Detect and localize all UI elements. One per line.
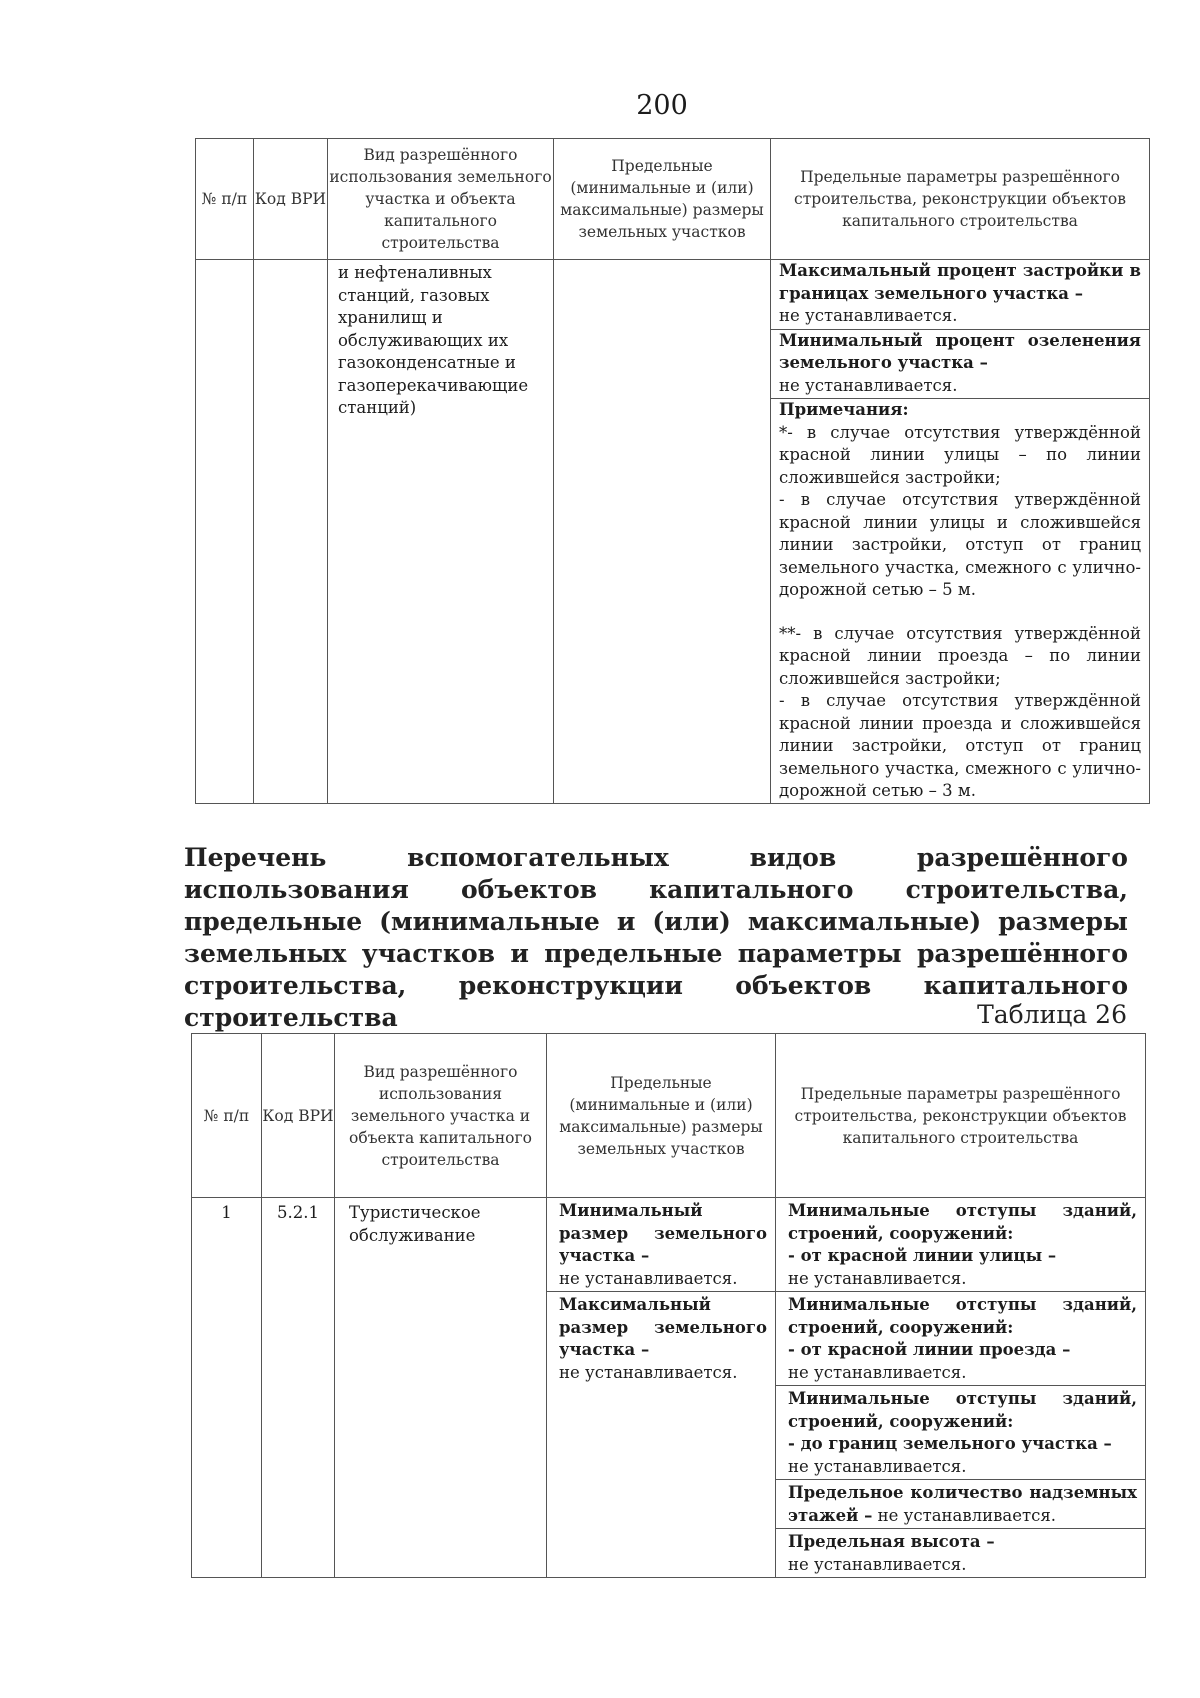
param-title: Предельное количество надземных этажей – [788, 1483, 1137, 1525]
cell-code: 5.2.1 [262, 1198, 335, 1578]
table-row [196, 260, 1150, 804]
note-item: **- в случае отсутствия утверждённой красной линии проезда – по линии сложившейся застройки; [779, 623, 1141, 688]
param-title: Минимальные отступы зданий, строений, сооружений: [788, 1201, 1137, 1243]
table-label: Таблица 26 [977, 1000, 1127, 1029]
param-value: не устанавливается. [788, 1268, 967, 1288]
table-header-row [196, 139, 1150, 260]
param-title: Минимальный процент озеленения земельного участка – [779, 330, 1141, 372]
page-number: 200 [636, 90, 688, 121]
size-min [547, 1198, 775, 1291]
table-header-row [192, 1034, 1146, 1198]
cell-num [196, 260, 254, 804]
param-detail: - от красной линии улицы – [788, 1246, 1057, 1265]
param-value: не устанавливается. [877, 1505, 1057, 1525]
param-title: Минимальные отступы зданий, строений, сооружений: [788, 1389, 1137, 1431]
param-value: не устанавливается. [779, 306, 958, 325]
param-value: не устанавливается. [788, 1456, 967, 1476]
size-title: Максимальный размер земельного участка – [559, 1295, 767, 1359]
param-value: не устанавливается. [788, 1554, 967, 1574]
header-code: Код ВРИ [262, 1034, 335, 1198]
param-detail: - до границ земельного участка – [788, 1434, 1112, 1453]
header-params: Предельные параметры разрешённого строительства, реконструкции объектов капитального строительства [776, 1034, 1146, 1198]
note-item: *- в случае отсутствия утверждённой красной линии улицы – по линии сложившейся застройки; [779, 422, 1141, 487]
param-offset-driveway [776, 1291, 1145, 1385]
cell-code [254, 260, 328, 804]
param-offset-street [776, 1198, 1145, 1291]
table-row [192, 1198, 1146, 1578]
param-floors [776, 1479, 1145, 1528]
param-offset-boundary [776, 1385, 1145, 1479]
note-item: - в случае отсутствия утверждённой красной линии проезда и сложившейся линии застройки, отступ от границ земельного участка, смежного с улично-дорожной сетью – 3 м. [779, 691, 1141, 800]
notes-title: Примечания: [779, 400, 909, 419]
size-value: не устанавливается. [559, 1362, 738, 1382]
param-value: не устанавливается. [779, 375, 958, 395]
cell-num: 1 [192, 1198, 262, 1578]
cell-params [771, 260, 1150, 804]
size-title: Минимальный размер земельного участка – [559, 1201, 767, 1265]
header-params: Предельные параметры разрешённого строительства, реконструкции объектов капитального строительства [771, 139, 1150, 260]
size-value: не устанавливается. [559, 1268, 738, 1288]
note-item: - в случае отсутствия утверждённой красной линии улицы и сложившейся линии застройки, отступ от границ земельного участка, смежного с улично-дорожной сетью – 5 м. [779, 490, 1141, 599]
header-code: Код ВРИ [254, 139, 328, 260]
param-title: Предельная высота – [788, 1532, 995, 1551]
header-num: № п/п [192, 1034, 262, 1198]
size-max [547, 1291, 775, 1385]
param-min-green-percent [771, 329, 1149, 399]
param-title: Максимальный процент застройки в границах земельного участка – [779, 261, 1141, 303]
header-sizes: Предельные (минимальные и (или) максимальные) размеры земельных участков [554, 139, 771, 260]
header-kind: Вид разрешённого использования земельного участка и объекта капитального строительства [335, 1034, 547, 1198]
param-title: Минимальные отступы зданий, строений, сооружений: [788, 1295, 1137, 1337]
param-height [776, 1528, 1145, 1577]
table-26 [191, 1033, 1146, 1578]
cell-sizes [547, 1198, 776, 1578]
header-sizes: Предельные (минимальные и (или) максимальные) размеры земельных участков [547, 1034, 776, 1198]
param-detail: - от красной линии проезда – [788, 1340, 1071, 1359]
notes-block [771, 398, 1149, 803]
cell-sizes [554, 260, 771, 804]
cell-kind-continued [328, 260, 554, 804]
param-max-build-percent [771, 260, 1149, 329]
section-heading: Перечень вспомогательных видов разрешённого использования объектов капитального строительства, предельные (минимальные и (или) максимальные) размеры земельных участков и предельные параметры разрешённого строительства, реконструкции объектов капитального строительства [184, 843, 1128, 1032]
table-continuation [195, 138, 1150, 804]
cell-params [776, 1198, 1146, 1578]
header-num: № п/п [196, 139, 254, 260]
header-kind: Вид разрешённого использования земельного участка и объекта капитального строительства [328, 139, 554, 260]
param-value: не устанавливается. [788, 1362, 967, 1382]
cell-kind: Туристическое обслуживание [335, 1198, 547, 1578]
kind-continued-text: и нефтеналивных станций, газовых хранилищ и обслуживающих их газоконденсатные и газоперекачивающие станций) [338, 263, 529, 417]
